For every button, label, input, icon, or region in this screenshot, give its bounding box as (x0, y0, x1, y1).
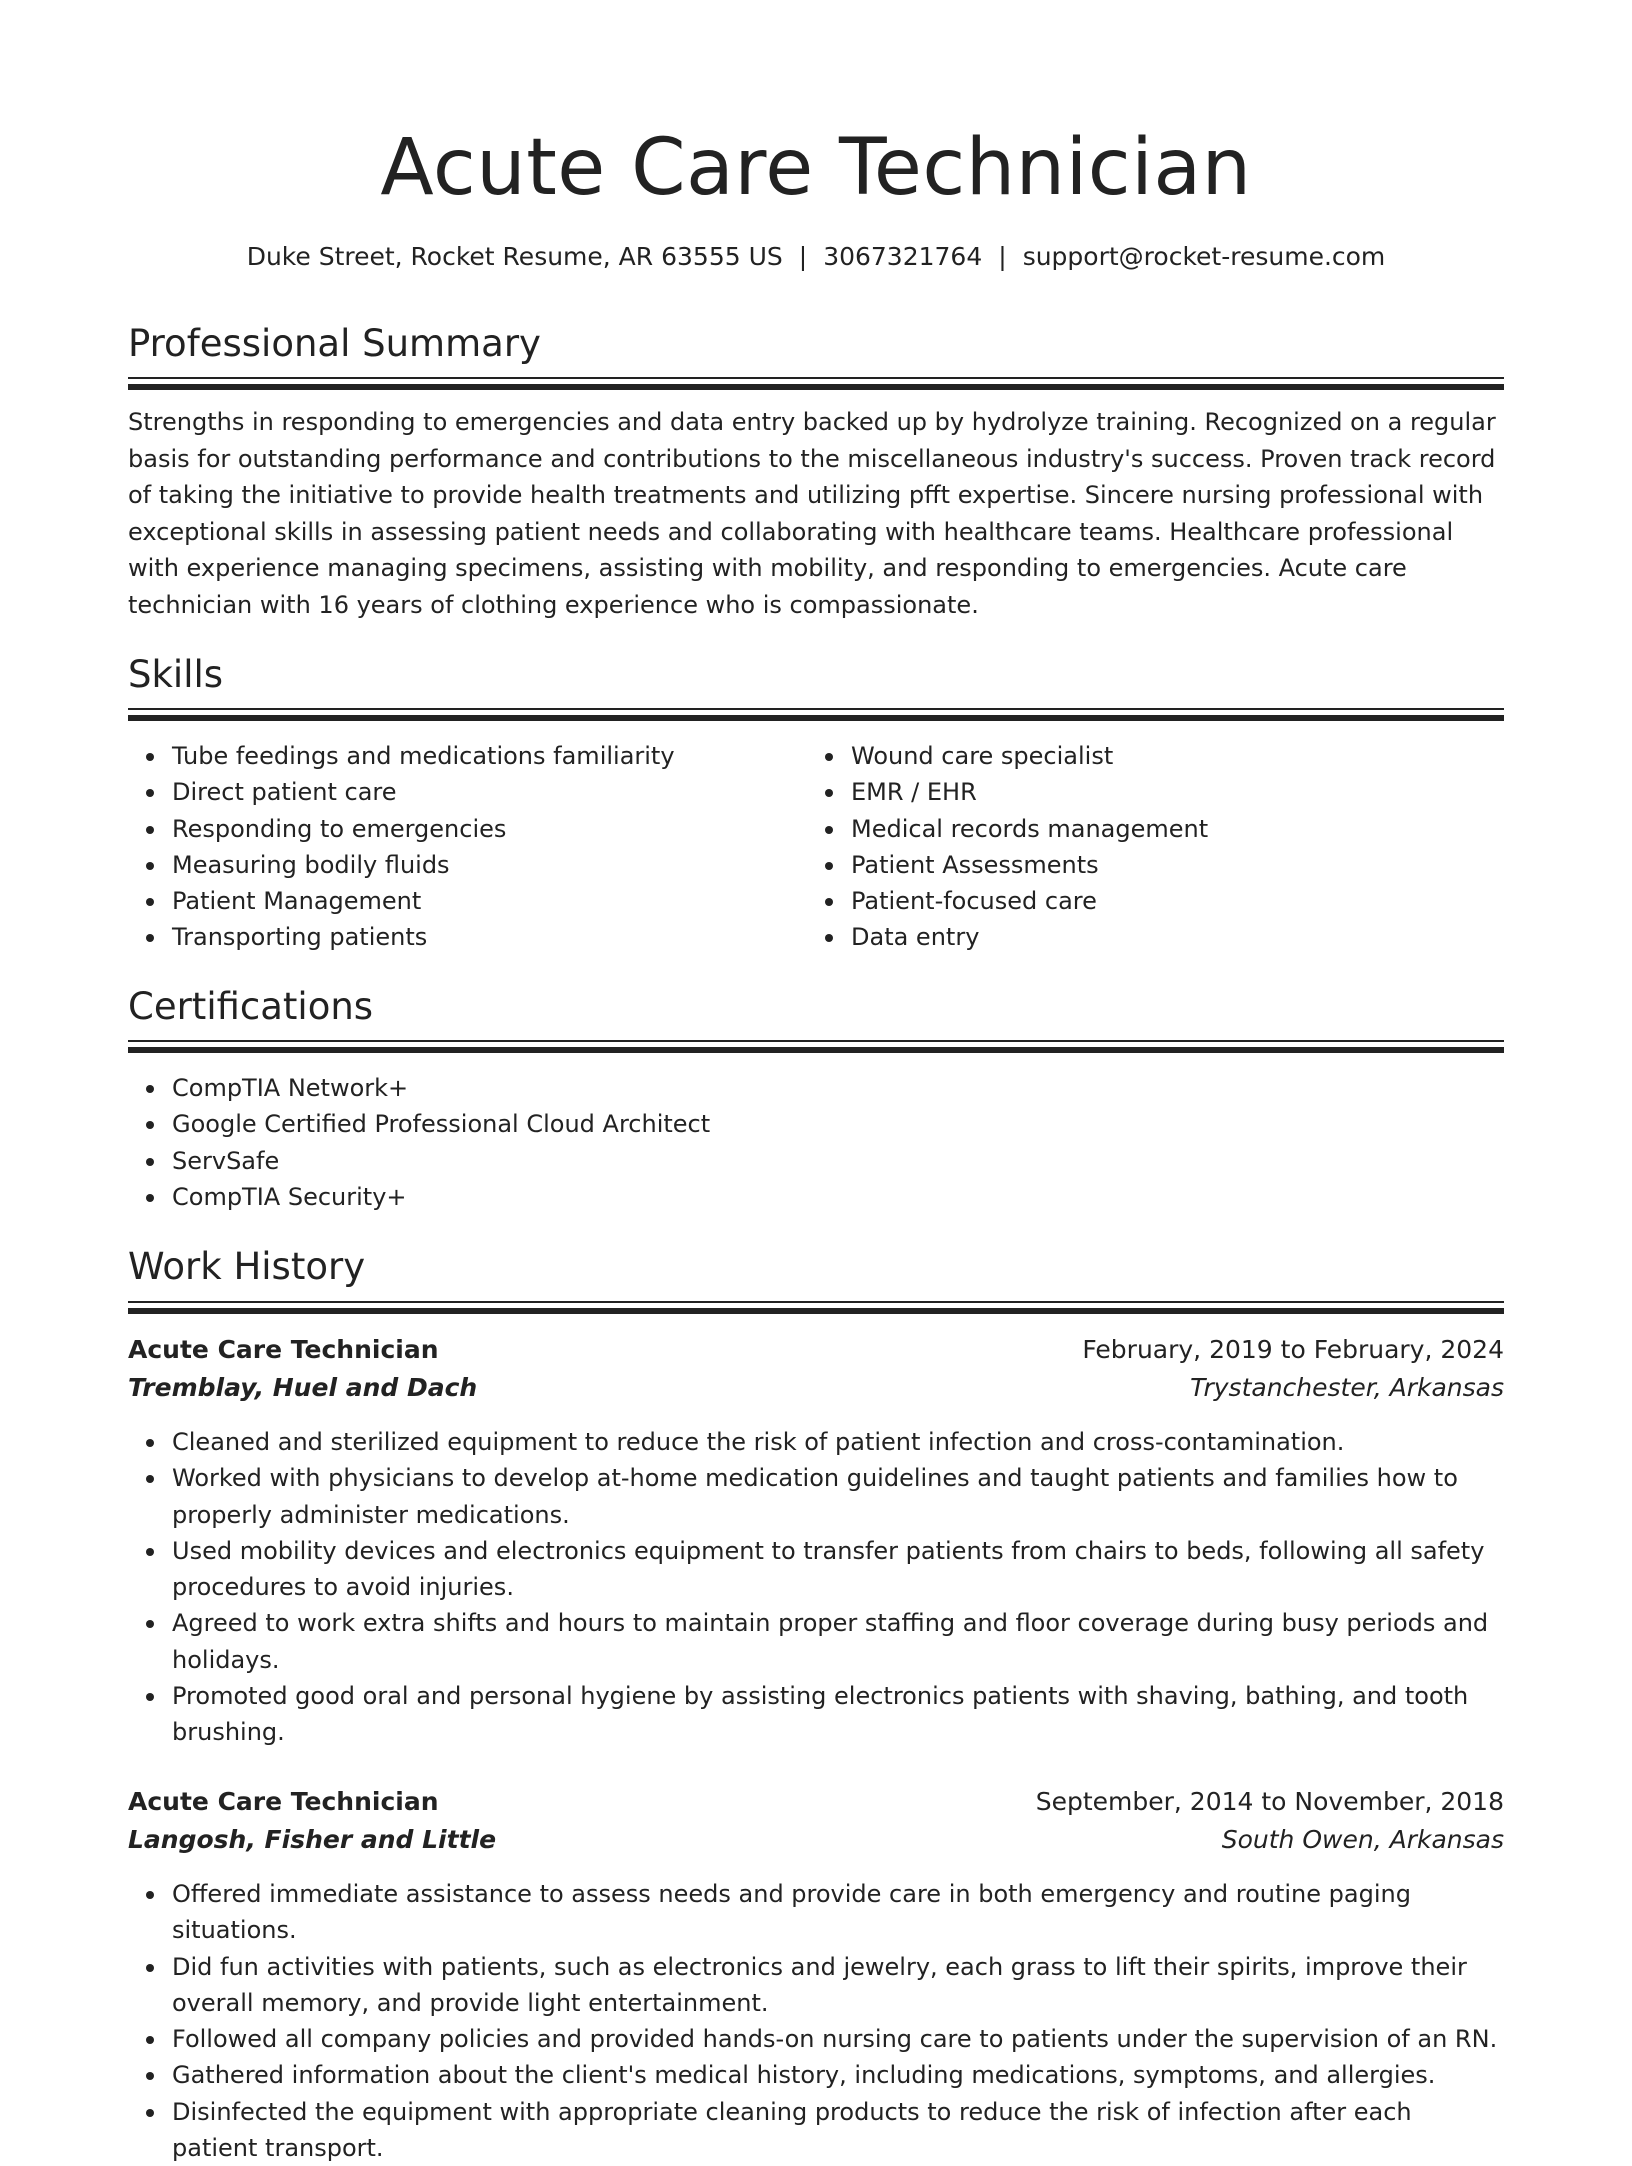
certification-item: CompTIA Network+ (172, 1070, 1504, 1106)
contact-email: support@rocket-resume.com (1022, 242, 1386, 271)
skill-item: Direct patient care (172, 774, 812, 810)
certification-item: Google Certified Professional Cloud Architect (172, 1106, 1504, 1142)
skill-item: Data entry (851, 919, 1501, 955)
job-bullet: Did fun activities with patients, such as electronics and jewelry, each grass to lift their spirits, improve their overall memory, and provide light entertainment. (172, 1949, 1504, 2022)
contact-address: Duke Street, Rocket Resume, AR 63555 US (246, 242, 783, 271)
summary-text: Strengths in responding to emergencies and data entry backed up by hydrolyze training. Recognized on a regular basis for outstanding performance and contributions to the miscellaneous industry's success. Proven track record of taking the initiative to provide health treatments and utilizing pfft expertise. Sincere nursing professional with exceptional skills in assessing patient needs and collaborating with healthcare teams. Healthcare professional with experience managing specimens, assisting with mobility, and responding to emergencies. Acute care technician with 16 years of clothing experience who is compassionate. (128, 408, 1496, 619)
job-bullet: Promoted good oral and personal hygiene by assisting electronics patients with shaving, bathing, and tooth brushing. (172, 1678, 1504, 1751)
skill-item: Medical records management (851, 811, 1501, 847)
job-company: Tremblay, Huel and Dach (128, 1373, 478, 1402)
contact-separator: | (798, 242, 808, 271)
job-bullet: Used mobility devices and electronics equipment to transfer patients from chairs to beds, following all safety procedures to avoid injuries. (172, 1533, 1504, 1606)
skill-item: Transporting patients (172, 919, 812, 955)
job-bullet: Offered immediate assistance to assess needs and provide care in both emergency and routine paging situations. (172, 1876, 1504, 1949)
job-dates: February, 2019 to February, 2024 (1082, 1335, 1504, 1364)
section-title-summary: Professional Summary (128, 322, 541, 365)
skill-item: Patient-focused care (851, 883, 1501, 919)
certification-item: ServSafe (172, 1143, 1504, 1179)
section-divider (128, 708, 1504, 721)
job-bullet: Gathered information about the client's medical history, including medications, symptoms, and allergies. (172, 2057, 1504, 2093)
skills-list-right (807, 738, 1501, 956)
section-divider (128, 1301, 1504, 1314)
job-title: Acute Care Technician (128, 1335, 439, 1364)
skill-item: Tube feedings and medications familiarity (172, 738, 812, 774)
contact-phone: 3067321764 (823, 242, 983, 271)
job-location: South Owen, Arkansas (1221, 1825, 1504, 1854)
resume-name: Acute Care Technician (380, 123, 1252, 213)
certifications-list (128, 1070, 1504, 1215)
skill-item: Measuring bodily fluids (172, 847, 812, 883)
contact-separator: | (998, 242, 1007, 271)
job-bullet: Cleaned and sterilized equipment to reduce the risk of patient infection and cross-contamination. (172, 1424, 1504, 1460)
skill-item: Responding to emergencies (172, 811, 812, 847)
section-title-work-history: Work History (128, 1245, 366, 1288)
skill-item: EMR / EHR (851, 774, 1501, 810)
section-title-certifications: Certifications (128, 985, 374, 1028)
job-location: Trystanchester, Arkansas (1190, 1373, 1504, 1402)
skill-item: Patient Assessments (851, 847, 1501, 883)
skill-item: Wound care specialist (851, 738, 1501, 774)
job-dates: September, 2014 to November, 2018 (1035, 1787, 1504, 1816)
certification-item: CompTIA Security+ (172, 1179, 1504, 1215)
job-bullet: Followed all company policies and provided hands-on nursing care to patients under the supervision of an RN. (172, 2021, 1504, 2057)
job-bullet: Agreed to work extra shifts and hours to maintain proper staffing and floor coverage during busy periods and holidays. (172, 1605, 1504, 1678)
contact-line (128, 240, 1504, 274)
job-bullet: Disinfected the equipment with appropriate cleaning products to reduce the risk of infection after each patient transport. (172, 2094, 1504, 2166)
section-divider (128, 377, 1504, 390)
job-bullets (128, 1424, 1504, 1751)
job-company: Langosh, Fisher and Little (128, 1825, 497, 1854)
section-divider (128, 1040, 1504, 1053)
skills-list-left (128, 738, 812, 956)
skill-item: Patient Management (172, 883, 812, 919)
section-title-skills: Skills (128, 653, 224, 696)
job-bullet: Worked with physicians to develop at-home medication guidelines and taught patients and families how to properly administer medications. (172, 1460, 1504, 1533)
job-bullets (128, 1876, 1504, 2166)
job-title: Acute Care Technician (128, 1787, 439, 1816)
